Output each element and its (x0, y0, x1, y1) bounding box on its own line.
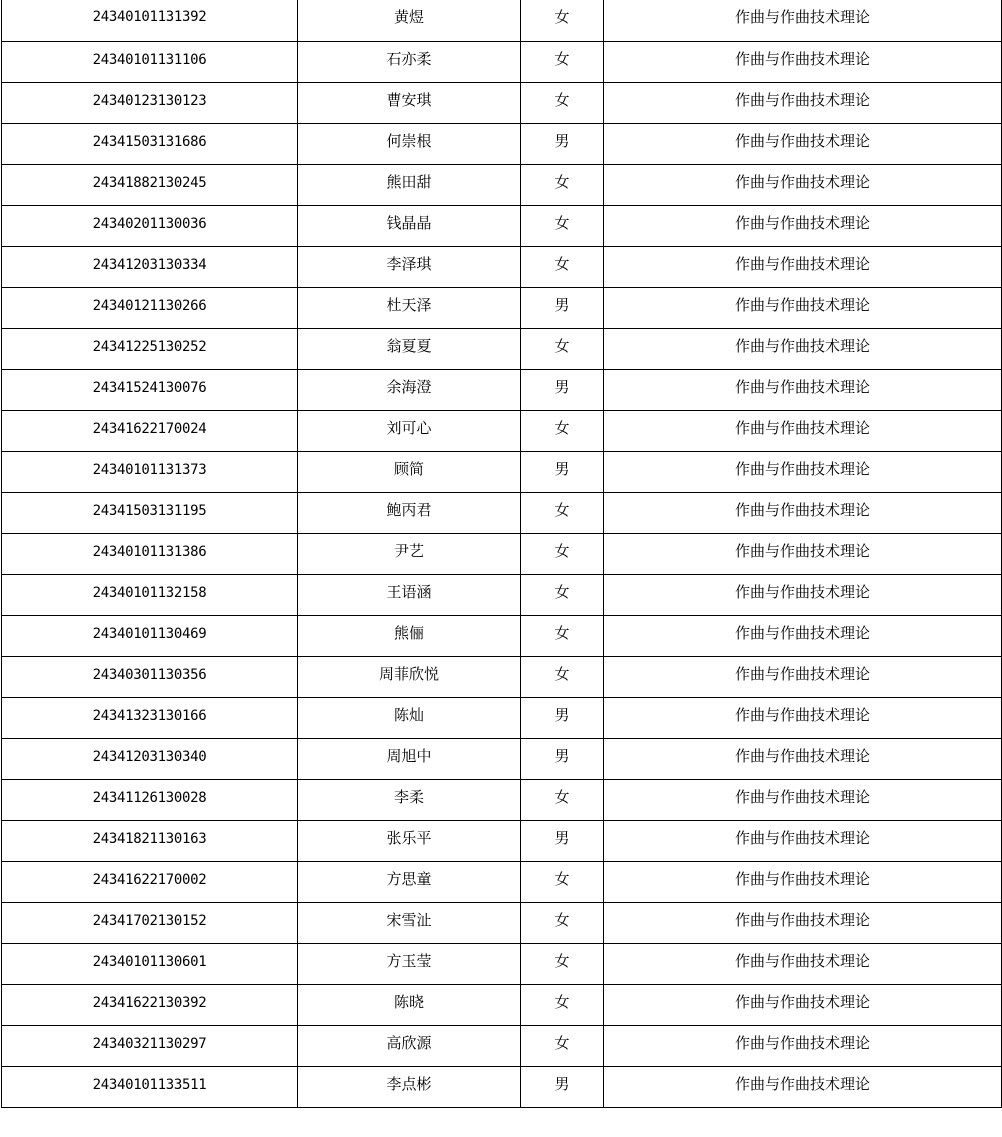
gender-cell: 女 (521, 574, 604, 615)
gender-cell: 女 (521, 82, 604, 123)
major-cell: 作曲与作曲技术理论 (604, 82, 1002, 123)
student-name-cell: 鲍丙君 (298, 492, 521, 533)
table-row (2, 246, 1002, 287)
student-name-cell: 高欣源 (298, 1025, 521, 1066)
major-cell: 作曲与作曲技术理论 (604, 205, 1002, 246)
table-row (2, 328, 1002, 369)
table-row (2, 615, 1002, 656)
major-cell: 作曲与作曲技术理论 (604, 779, 1002, 820)
gender-cell: 女 (521, 943, 604, 984)
gender-cell: 男 (521, 1066, 604, 1107)
major-cell: 作曲与作曲技术理论 (604, 574, 1002, 615)
student-name-cell: 王语涵 (298, 574, 521, 615)
exam-id-cell: 24341126130028 (2, 779, 298, 820)
student-name-cell: 黄煜 (298, 0, 521, 41)
student-name-cell: 宋雪沚 (298, 902, 521, 943)
table-row (2, 779, 1002, 820)
student-name-cell: 陈晓 (298, 984, 521, 1025)
gender-cell: 男 (521, 738, 604, 779)
gender-cell: 女 (521, 1025, 604, 1066)
major-cell: 作曲与作曲技术理论 (604, 656, 1002, 697)
exam-id-cell: 24341503131195 (2, 492, 298, 533)
major-cell: 作曲与作曲技术理论 (604, 369, 1002, 410)
gender-cell: 男 (521, 697, 604, 738)
exam-id-cell: 24341821130163 (2, 820, 298, 861)
gender-cell: 女 (521, 164, 604, 205)
major-cell: 作曲与作曲技术理论 (604, 861, 1002, 902)
exam-id-cell: 24341622170002 (2, 861, 298, 902)
exam-id-cell: 24340101131373 (2, 451, 298, 492)
exam-id-cell: 24340101130469 (2, 615, 298, 656)
student-name-cell: 翁夏夏 (298, 328, 521, 369)
table-row (2, 697, 1002, 738)
student-name-cell: 李泽琪 (298, 246, 521, 287)
major-cell: 作曲与作曲技术理论 (604, 123, 1002, 164)
student-list-table (1, 0, 1002, 1108)
student-name-cell: 周旭中 (298, 738, 521, 779)
student-name-cell: 熊俪 (298, 615, 521, 656)
gender-cell: 女 (521, 0, 604, 41)
major-cell: 作曲与作曲技术理论 (604, 451, 1002, 492)
gender-cell: 女 (521, 41, 604, 82)
student-name-cell: 杜天泽 (298, 287, 521, 328)
table-row (2, 492, 1002, 533)
major-cell: 作曲与作曲技术理论 (604, 410, 1002, 451)
student-name-cell: 李点彬 (298, 1066, 521, 1107)
gender-cell: 女 (521, 205, 604, 246)
table-row (2, 451, 1002, 492)
major-cell: 作曲与作曲技术理论 (604, 287, 1002, 328)
table-row (2, 287, 1002, 328)
student-name-cell: 陈灿 (298, 697, 521, 738)
gender-cell: 女 (521, 328, 604, 369)
major-cell: 作曲与作曲技术理论 (604, 246, 1002, 287)
table-row (2, 820, 1002, 861)
student-name-cell: 曹安琪 (298, 82, 521, 123)
student-name-cell: 熊田甜 (298, 164, 521, 205)
student-name-cell: 顾简 (298, 451, 521, 492)
table-row (2, 533, 1002, 574)
major-cell: 作曲与作曲技术理论 (604, 492, 1002, 533)
exam-id-cell: 24341323130166 (2, 697, 298, 738)
exam-id-cell: 24340101131386 (2, 533, 298, 574)
major-cell: 作曲与作曲技术理论 (604, 533, 1002, 574)
exam-id-cell: 24341622170024 (2, 410, 298, 451)
exam-id-cell: 24341203130334 (2, 246, 298, 287)
table-row (2, 738, 1002, 779)
exam-id-cell: 24340101131106 (2, 41, 298, 82)
table-row (2, 123, 1002, 164)
gender-cell: 女 (521, 779, 604, 820)
major-cell: 作曲与作曲技术理论 (604, 738, 1002, 779)
exam-id-cell: 24341203130340 (2, 738, 298, 779)
exam-id-cell: 24340101132158 (2, 574, 298, 615)
gender-cell: 男 (521, 287, 604, 328)
table-body (2, 0, 1002, 1107)
student-name-cell: 钱晶晶 (298, 205, 521, 246)
gender-cell: 男 (521, 123, 604, 164)
student-name-cell: 尹艺 (298, 533, 521, 574)
exam-id-cell: 24340201130036 (2, 205, 298, 246)
gender-cell: 女 (521, 533, 604, 574)
exam-id-cell: 24340101131392 (2, 0, 298, 41)
major-cell: 作曲与作曲技术理论 (604, 41, 1002, 82)
table-row (2, 1066, 1002, 1107)
student-name-cell: 余海澄 (298, 369, 521, 410)
table-row (2, 861, 1002, 902)
exam-id-cell: 24341882130245 (2, 164, 298, 205)
table-row (2, 82, 1002, 123)
table-row (2, 574, 1002, 615)
gender-cell: 女 (521, 902, 604, 943)
exam-id-cell: 24340121130266 (2, 287, 298, 328)
major-cell: 作曲与作曲技术理论 (604, 820, 1002, 861)
major-cell: 作曲与作曲技术理论 (604, 0, 1002, 41)
gender-cell: 男 (521, 820, 604, 861)
gender-cell: 男 (521, 451, 604, 492)
exam-id-cell: 24341524130076 (2, 369, 298, 410)
exam-id-cell: 24341622130392 (2, 984, 298, 1025)
table-row (2, 164, 1002, 205)
exam-id-cell: 24340301130356 (2, 656, 298, 697)
exam-id-cell: 24340101133511 (2, 1066, 298, 1107)
gender-cell: 女 (521, 615, 604, 656)
table-row (2, 902, 1002, 943)
gender-cell: 女 (521, 984, 604, 1025)
exam-id-cell: 24340101130601 (2, 943, 298, 984)
student-name-cell: 方思童 (298, 861, 521, 902)
table-row (2, 205, 1002, 246)
exam-id-cell: 24340123130123 (2, 82, 298, 123)
table-row (2, 0, 1002, 41)
table-row (2, 1025, 1002, 1066)
exam-id-cell: 24340321130297 (2, 1025, 298, 1066)
gender-cell: 女 (521, 492, 604, 533)
student-name-cell: 方玉莹 (298, 943, 521, 984)
major-cell: 作曲与作曲技术理论 (604, 697, 1002, 738)
student-name-cell: 刘可心 (298, 410, 521, 451)
table-row (2, 984, 1002, 1025)
student-name-cell: 石亦柔 (298, 41, 521, 82)
gender-cell: 女 (521, 656, 604, 697)
student-name-cell: 何崇根 (298, 123, 521, 164)
major-cell: 作曲与作曲技术理论 (604, 615, 1002, 656)
exam-id-cell: 24341225130252 (2, 328, 298, 369)
major-cell: 作曲与作曲技术理论 (604, 164, 1002, 205)
major-cell: 作曲与作曲技术理论 (604, 1066, 1002, 1107)
student-name-cell: 张乐平 (298, 820, 521, 861)
gender-cell: 女 (521, 410, 604, 451)
table-row (2, 410, 1002, 451)
student-name-cell: 李柔 (298, 779, 521, 820)
gender-cell: 女 (521, 861, 604, 902)
table-row (2, 943, 1002, 984)
exam-id-cell: 24341702130152 (2, 902, 298, 943)
gender-cell: 女 (521, 246, 604, 287)
major-cell: 作曲与作曲技术理论 (604, 902, 1002, 943)
exam-id-cell: 24341503131686 (2, 123, 298, 164)
major-cell: 作曲与作曲技术理论 (604, 328, 1002, 369)
table-row (2, 656, 1002, 697)
major-cell: 作曲与作曲技术理论 (604, 943, 1002, 984)
major-cell: 作曲与作曲技术理论 (604, 1025, 1002, 1066)
table-row (2, 369, 1002, 410)
gender-cell: 男 (521, 369, 604, 410)
major-cell: 作曲与作曲技术理论 (604, 984, 1002, 1025)
table-row (2, 41, 1002, 82)
student-name-cell: 周菲欣悦 (298, 656, 521, 697)
